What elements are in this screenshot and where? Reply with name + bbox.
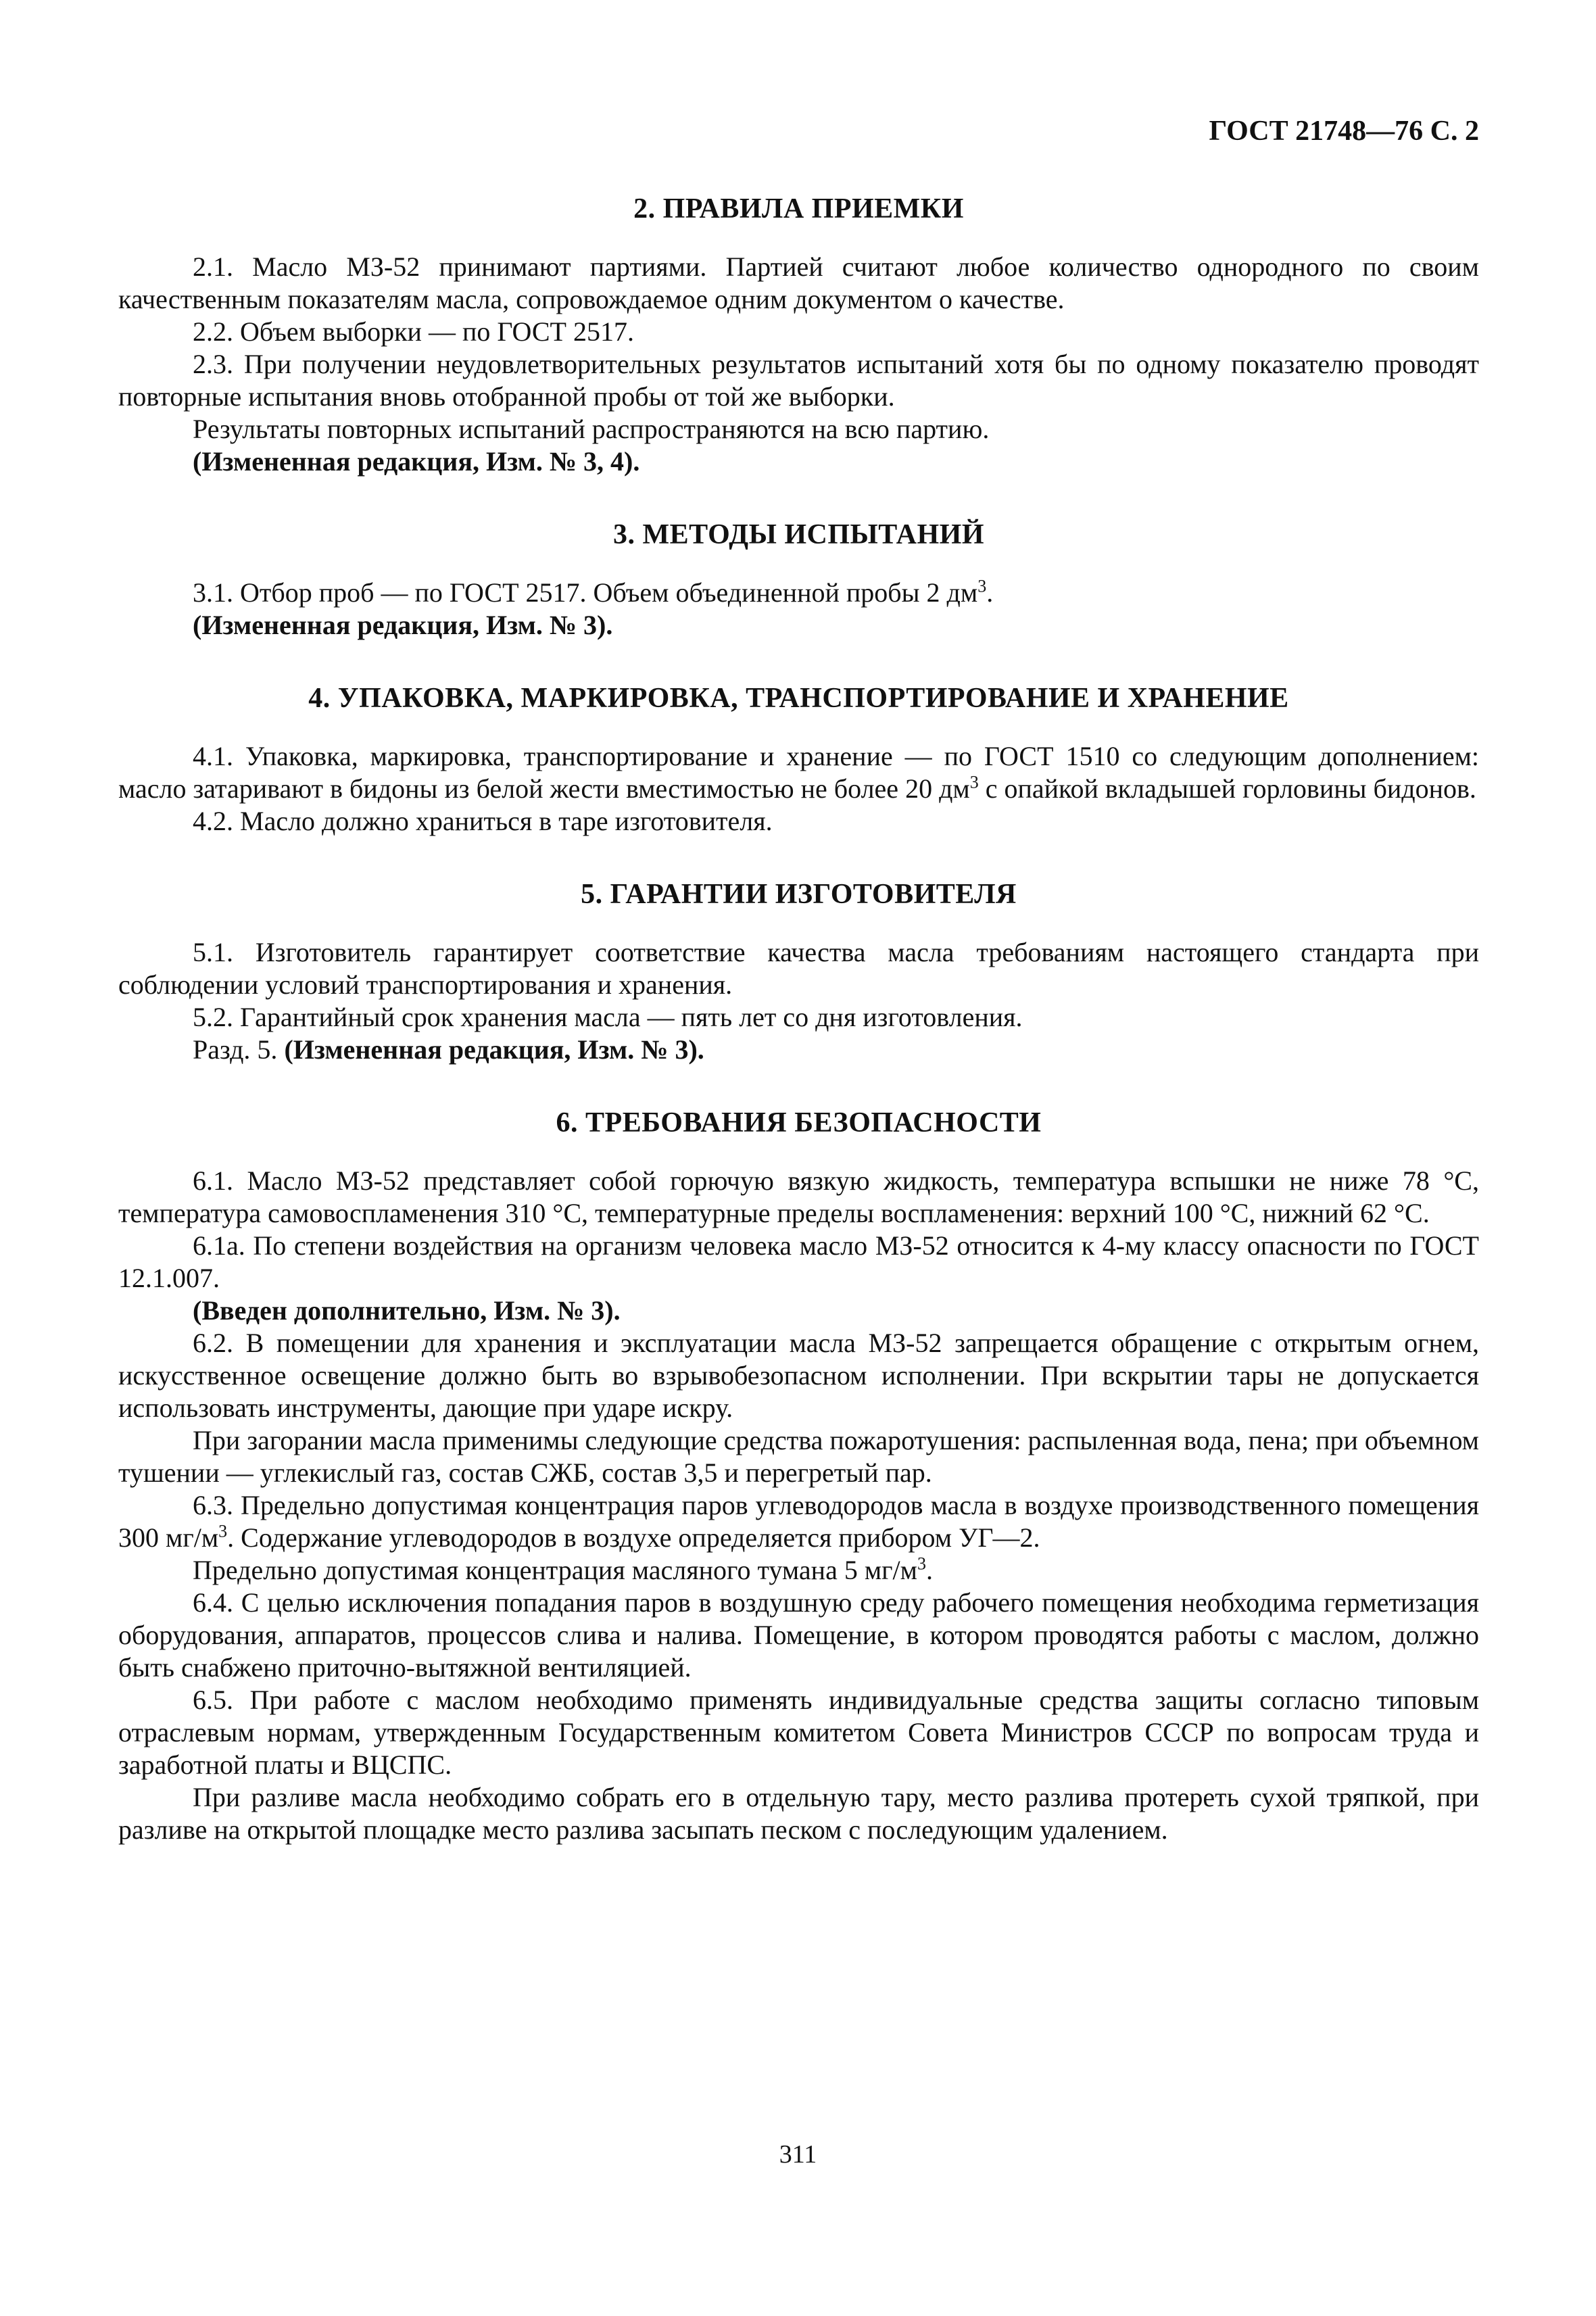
paragraph-5-1: 5.1. Изготовитель гарантирует соответствие качества масла требованиям настоящего стандарта при соблюдении условий транспортирования и хранения. [118, 937, 1479, 1000]
amendment-note-2: (Измененная редакция, Изм. № 3, 4). [193, 446, 640, 477]
superscript: 3 [218, 1521, 228, 1541]
paragraph-3-1 [118, 577, 1479, 609]
paragraph-6-3-mist [118, 1554, 1479, 1587]
paragraph-4-1 [118, 740, 1479, 805]
amendment-note-6: (Введен дополнительно, Изм. № 3). [193, 1295, 621, 1326]
section-title-test-methods: 3. МЕТОДЫ ИСПЫТАНИЙ [613, 519, 984, 550]
paragraph-5-section-note [118, 1034, 1479, 1066]
paragraph-4-2: 4.2. Масло должно храниться в таре изготовителя. [193, 806, 773, 836]
paragraph-6-3-mist-end: . [925, 1555, 933, 1585]
paragraph-2-2: 2.2. Объем выборки — по ГОСТ 2517. [193, 316, 634, 347]
paragraph-4-1-text: 4.1. Упаковка, маркировка, транспортирование и хранение — по ГОСТ 1510 со следующим дополнением: масло затаривают в бидоны из белой жести вместимостью не более 20 дм [118, 741, 1479, 804]
paragraph-6-5-spill: При разливе масла необходимо собрать его в отдельную тару, место разлива протереть сухой тряпкой, при разливе на открытой площадке место разлива засыпать песком с последующим удалением. [118, 1782, 1479, 1845]
amendment-note-5: (Измененная редакция, Изм. № 3). [284, 1034, 704, 1065]
section-ref: Разд. 5. [193, 1034, 285, 1065]
section-title-warranty: 5. ГАРАНТИИ ИЗГОТОВИТЕЛЯ [581, 879, 1017, 910]
paragraph-6-3 [118, 1489, 1479, 1554]
page-header: ГОСТ 21748—76 С. 2 [1209, 116, 1479, 147]
section-title-safety: 6. ТРЕБОВАНИЯ БЕЗОПАСНОСТИ [556, 1107, 1042, 1138]
amendment-note-3: (Измененная редакция, Изм. № 3). [193, 610, 613, 640]
document-body [118, 191, 1479, 1846]
paragraph-6-4: 6.4. С целью исключения попадания паров в воздушную среду рабочего помещения необходима герметизация оборудования, аппаратов, процессов слива и налива. Помещение, в котором проводятся работы с маслом, должно быть снабжено приточно-вытяжной вентиляцией. [118, 1587, 1479, 1683]
paragraph-6-3-end: . Содержание углеводородов в воздухе определяется прибором УГ—2. [227, 1522, 1040, 1553]
page-number: 311 [779, 2140, 817, 2169]
section-title-packaging: 4. УПАКОВКА, МАРКИРОВКА, ТРАНСПОРТИРОВАНИЕ И ХРАНЕНИЕ [308, 683, 1289, 714]
paragraph-6-2-fire: При загорании масла применимы следующие средства пожаротушения: распыленная вода, пена; при объемном тушении — углекислый газ, состав СЖБ, состав 3,5 и перегретый пар. [118, 1425, 1479, 1488]
paragraph-6-1a: 6.1а. По степени воздействия на организм человека масло МЗ-52 относится к 4-му классу опасности по ГОСТ 12.1.007. [118, 1230, 1479, 1293]
superscript: 3 [977, 576, 987, 596]
paragraph-6-3-mist-text: Предельно допустимая концентрация масляного тумана 5 мг/м [193, 1555, 917, 1585]
paragraph-6-1: 6.1. Масло МЗ-52 представляет собой горючую вязкую жидкость, температура вспышки не ниже 78 °С, температура самовоспламенения 310 °С, температурные пределы воспламенения: верхний 100 °С, нижний 62 °С. [118, 1165, 1479, 1228]
paragraph-2-results: Результаты повторных испытаний распространяются на всю партию. [193, 414, 990, 444]
paragraph-2-3: 2.3. При получении неудовлетворительных результатов испытаний хотя бы по одному показателю проводят повторные испытания вновь отобранной пробы от той же выборки. [118, 349, 1479, 412]
paragraph-3-1-text: 3.1. Отбор проб — по ГОСТ 2517. Объем объединенной пробы 2 дм [193, 577, 978, 608]
paragraph-6-5: 6.5. При работе с маслом необходимо применять индивидуальные средства защиты согласно типовым отраслевым нормам, утвержденным Государственным комитетом Совета Министров СССР по вопросам труда и заработной платы и ВЦСПС. [118, 1685, 1479, 1780]
superscript: 3 [969, 772, 979, 792]
section-title-acceptance-rules: 2. ПРАВИЛА ПРИЕМКИ [633, 193, 964, 224]
paragraph-3-1-end: . [986, 577, 994, 608]
paragraph-6-2: 6.2. В помещении для хранения и эксплуатации масла МЗ-52 запрещается обращение с открытым огнем, искусственное освещение должно быть во взрывобезопасном исполнении. При вскрытии тары не допускается использовать инструменты, дающие при ударе искру. [118, 1328, 1479, 1423]
superscript: 3 [917, 1553, 926, 1574]
paragraph-4-1-end: с опайкой вкладышей горловины бидонов. [978, 773, 1476, 804]
paragraph-6-3-text: 6.3. Предельно допустимая концентрация паров углеводородов масла в воздухе производственного помещения 300 мг/м [118, 1490, 1479, 1553]
paragraph-2-1: 2.1. Масло МЗ-52 принимают партиями. Партией считают любое количество однородного по своим качественным показателям масла, сопровождаемое одним документом о качестве. [118, 251, 1479, 314]
paragraph-5-2: 5.2. Гарантийный срок хранения масла — пять лет со дня изготовления. [193, 1002, 1023, 1032]
